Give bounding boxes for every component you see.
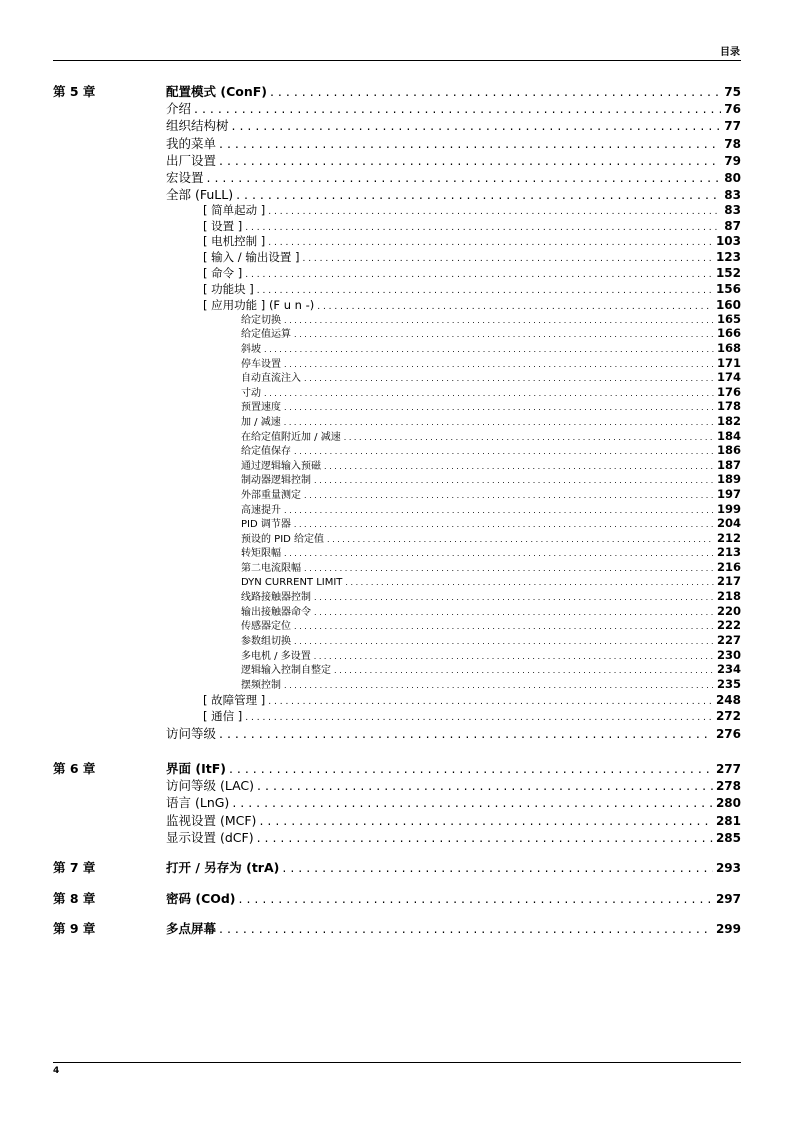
toc-entry[interactable] bbox=[166, 776, 741, 794]
toc-leader-dots bbox=[232, 795, 713, 810]
toc-leader-dots bbox=[239, 891, 713, 906]
toc-entry-page: 152 bbox=[715, 265, 741, 280]
toc-leader-dots bbox=[245, 713, 713, 723]
toc-entry[interactable] bbox=[241, 501, 741, 516]
toc-entry-page: 199 bbox=[716, 501, 741, 516]
toc-entry-title: 访问等级 (LAC) bbox=[166, 778, 255, 794]
toc-entry-title: [ 简单起动 ] bbox=[203, 202, 266, 217]
page-number: 4 bbox=[53, 1066, 60, 1076]
toc-entry-page: 83 bbox=[724, 202, 741, 217]
toc-entry-title: 通过逻辑输入预磁 bbox=[241, 460, 321, 472]
toc-leader-dots bbox=[219, 136, 721, 151]
toc-entry-page: 197 bbox=[716, 486, 741, 501]
toc-entry-page: 165 bbox=[716, 311, 741, 326]
toc-leader-dots bbox=[284, 316, 714, 325]
toc-entry-page: 276 bbox=[715, 727, 741, 742]
toc-entry-title: 预设的 PID 给定值 bbox=[241, 533, 325, 545]
toc-entry-page: 79 bbox=[724, 153, 741, 168]
toc-entry-page: 184 bbox=[716, 428, 741, 443]
toc-entry-title: 密码 (COd) bbox=[166, 891, 236, 906]
toc-entry-title: 显示设置 (dCF) bbox=[166, 829, 254, 845]
toc-leader-dots bbox=[304, 564, 714, 573]
toc-entry[interactable] bbox=[241, 428, 741, 443]
toc-entry[interactable] bbox=[166, 99, 741, 117]
toc-leader-dots bbox=[294, 622, 714, 631]
toc-entry-page: 213 bbox=[716, 545, 741, 560]
toc-leader-dots bbox=[294, 447, 714, 456]
toc-entry[interactable] bbox=[203, 233, 741, 249]
toc-entry[interactable] bbox=[241, 311, 741, 326]
toc-entry-page: 80 bbox=[724, 171, 741, 185]
toc-entry-page: 278 bbox=[715, 779, 741, 794]
toc-entry[interactable] bbox=[166, 116, 741, 134]
toc-entry[interactable] bbox=[166, 858, 741, 876]
toc-entry-title: 宏设置 bbox=[166, 170, 204, 185]
toc-leader-dots bbox=[345, 578, 714, 587]
toc-leader-dots bbox=[304, 374, 714, 383]
toc-entry[interactable] bbox=[241, 574, 741, 588]
toc-entry[interactable] bbox=[241, 530, 741, 545]
toc-entry-title: 输出接触器命令 bbox=[241, 606, 311, 618]
toc-entry-title: [ 命令 ] bbox=[203, 265, 243, 280]
toc-leader-dots bbox=[284, 506, 714, 515]
toc-leader-dots bbox=[264, 389, 714, 398]
toc-leader-dots bbox=[294, 637, 714, 646]
toc-entry-page: 280 bbox=[715, 796, 741, 811]
toc-entry[interactable] bbox=[241, 457, 741, 472]
toc-entry-page: 76 bbox=[724, 102, 741, 117]
toc-entry[interactable] bbox=[241, 515, 741, 530]
toc-entry[interactable] bbox=[241, 603, 741, 618]
toc-entry[interactable] bbox=[166, 724, 741, 742]
toc-entry-page: 182 bbox=[716, 413, 741, 428]
chapter-label: 第 6 章 bbox=[53, 761, 96, 776]
toc-leader-dots bbox=[207, 170, 722, 185]
toc-entry-page: 277 bbox=[715, 762, 741, 776]
toc-entry[interactable] bbox=[241, 661, 741, 676]
toc-entry-title: 摆频控制 bbox=[241, 679, 281, 691]
toc-entry-page: 222 bbox=[716, 618, 741, 633]
toc-entry-title: 打开 / 另存为 (trA) bbox=[166, 860, 280, 875]
toc-entry-page: 204 bbox=[716, 516, 741, 531]
toc-entry[interactable] bbox=[166, 759, 741, 777]
toc-leader-dots bbox=[232, 118, 722, 133]
toc-entry-page: 168 bbox=[716, 340, 741, 355]
chapter-label: 第 7 章 bbox=[53, 860, 96, 875]
toc-entry-title: 自动直流注入 bbox=[241, 373, 301, 385]
toc-entry[interactable] bbox=[203, 218, 741, 234]
toc-entry-title: 转矩限幅 bbox=[241, 548, 281, 560]
toc-entry-title: 给定切换 bbox=[241, 314, 281, 326]
toc-entry[interactable] bbox=[241, 340, 741, 355]
toc-leader-dots bbox=[194, 101, 721, 116]
toc-entry-title: 给定值保存 bbox=[241, 446, 291, 458]
toc-entry-page: 218 bbox=[716, 589, 741, 604]
toc-entry-title: 加 / 减速 bbox=[241, 416, 281, 428]
toc-entry-page: 248 bbox=[715, 692, 741, 707]
toc-entry-title: 多电机 / 多设置 bbox=[241, 650, 311, 662]
toc-leader-dots bbox=[219, 921, 713, 936]
toc-entry-title: 访问等级 bbox=[166, 726, 217, 742]
toc-leader-dots bbox=[282, 860, 713, 875]
toc-entry-page: 78 bbox=[724, 136, 741, 151]
toc-entry[interactable] bbox=[166, 151, 741, 169]
toc-entry-page: 281 bbox=[715, 813, 741, 828]
toc-entry[interactable] bbox=[241, 413, 741, 428]
toc-entry[interactable] bbox=[166, 82, 741, 100]
toc-entry-title: 我的菜单 bbox=[166, 135, 217, 151]
toc-entry-title: 出厂设置 bbox=[166, 152, 217, 168]
toc-entry-page: 166 bbox=[716, 326, 741, 341]
chapter-label: 第 8 章 bbox=[53, 891, 96, 906]
toc-entry[interactable] bbox=[203, 265, 741, 281]
toc-leader-dots bbox=[264, 345, 714, 354]
toc-entry-page: 299 bbox=[715, 922, 741, 936]
toc-leader-dots bbox=[245, 223, 721, 233]
toc-entry-title: [ 设置 ] bbox=[203, 218, 243, 233]
toc-entry-title: [ 通信 ] bbox=[203, 708, 243, 723]
toc-leader-dots bbox=[294, 330, 714, 339]
toc-entry[interactable] bbox=[166, 811, 741, 829]
toc-leader-dots bbox=[268, 697, 713, 707]
toc-entry-title: 线路接触器控制 bbox=[241, 592, 311, 604]
toc-leader-dots bbox=[294, 520, 714, 529]
toc-entry-title: [ 故障管理 ] bbox=[203, 692, 266, 707]
toc-leader-dots bbox=[268, 207, 721, 217]
toc-leader-dots bbox=[245, 270, 713, 280]
toc-entry-page: 103 bbox=[715, 234, 741, 249]
toc-entry-page: 174 bbox=[716, 370, 741, 385]
toc-entry-page: 187 bbox=[716, 457, 741, 472]
toc-entry-title: 斜坡 bbox=[241, 343, 261, 355]
toc-leader-dots bbox=[257, 286, 713, 296]
toc-entry-title: 监视设置 (MCF) bbox=[166, 812, 257, 828]
toc-leader-dots bbox=[344, 433, 714, 442]
toc-entry-title: DYN CURRENT LIMIT bbox=[241, 576, 343, 588]
toc-entry-title: [ 输入 / 输出设置 ] bbox=[203, 250, 300, 265]
toc-entry-title: 界面 (ItF) bbox=[166, 761, 226, 776]
toc-entry-title: 在给定值附近加 / 减速 bbox=[241, 431, 341, 443]
toc-entry-page: 77 bbox=[724, 119, 741, 134]
toc-entry-page: 87 bbox=[724, 218, 741, 233]
toc-leader-dots bbox=[229, 761, 713, 776]
toc-entry-title: [ 功能块 ] bbox=[203, 281, 254, 296]
toc-leader-dots bbox=[304, 491, 714, 500]
toc-leader-dots bbox=[257, 830, 713, 845]
toc-entry[interactable] bbox=[166, 889, 741, 907]
toc-entry[interactable] bbox=[241, 676, 741, 691]
toc-entry[interactable] bbox=[203, 692, 741, 708]
toc-leader-dots bbox=[219, 726, 713, 741]
toc-entry-title: 全部 (FuLL) bbox=[166, 187, 234, 203]
toc-leader-dots bbox=[284, 549, 714, 558]
toc-entry[interactable] bbox=[166, 828, 741, 846]
toc-entry[interactable] bbox=[241, 617, 741, 632]
toc-entry-page: 83 bbox=[724, 188, 741, 203]
toc-entry[interactable] bbox=[241, 588, 741, 603]
toc-entry-title: 预置速度 bbox=[241, 402, 281, 414]
toc-entry[interactable] bbox=[166, 168, 741, 186]
header-section-title: 目录 bbox=[720, 47, 740, 58]
toc-entry-page: 123 bbox=[715, 250, 741, 265]
footer-rule bbox=[53, 1062, 741, 1063]
toc-entry-title: 逻辑输入控制自整定 bbox=[241, 665, 331, 677]
toc-entry-page: 230 bbox=[716, 647, 741, 662]
toc-entry-page: 216 bbox=[716, 559, 741, 574]
toc-entry-page: 272 bbox=[715, 708, 741, 723]
toc-entry[interactable] bbox=[166, 185, 741, 203]
toc-entry-title: 参数组切换 bbox=[241, 635, 291, 647]
toc-entry-title: PID 调节器 bbox=[241, 519, 291, 531]
toc-entry-page: 285 bbox=[715, 830, 741, 845]
toc-entry[interactable] bbox=[241, 544, 741, 559]
toc-leader-dots bbox=[284, 418, 714, 427]
toc-entry[interactable] bbox=[203, 202, 741, 218]
toc-entry-title: 多点屏幕 bbox=[166, 921, 217, 936]
toc-entry[interactable] bbox=[241, 398, 741, 413]
toc-entry[interactable] bbox=[241, 442, 741, 457]
toc-entry-page: 160 bbox=[715, 297, 741, 312]
toc-entry-title: 组织结构树 bbox=[166, 118, 229, 134]
toc-entry-page: 75 bbox=[724, 85, 741, 99]
toc-entry[interactable] bbox=[166, 793, 741, 811]
toc-entry-title: 给定值运算 bbox=[241, 329, 291, 341]
toc-entry-title: 停车设置 bbox=[241, 358, 281, 370]
toc-leader-dots bbox=[324, 462, 714, 471]
toc-leader-dots bbox=[284, 360, 714, 369]
toc-entry-page: 178 bbox=[716, 399, 741, 414]
toc-leader-dots bbox=[302, 254, 712, 264]
chapter-label: 第 5 章 bbox=[53, 84, 96, 99]
header-rule bbox=[53, 60, 741, 61]
toc-entry-title: [ 电机控制 ] bbox=[203, 234, 266, 249]
toc-leader-dots bbox=[314, 652, 714, 661]
toc-leader-dots bbox=[236, 187, 721, 202]
toc-entry-title: 制动器逻辑控制 bbox=[241, 475, 311, 487]
toc-entry-page: 297 bbox=[715, 892, 741, 906]
toc-entry[interactable] bbox=[241, 325, 741, 340]
toc-entry-page: 212 bbox=[716, 530, 741, 545]
toc-entry[interactable] bbox=[166, 919, 741, 937]
toc-entry-title: 第二电流限幅 bbox=[241, 562, 301, 574]
toc-entry-title: 传感器定位 bbox=[241, 621, 291, 633]
toc-entry-page: 234 bbox=[716, 662, 741, 677]
toc-entry[interactable] bbox=[241, 384, 741, 399]
toc-entry[interactable] bbox=[241, 559, 741, 574]
toc-leader-dots bbox=[219, 153, 721, 168]
toc-entry-title: 高速提升 bbox=[241, 504, 281, 516]
toc-leader-dots bbox=[314, 608, 714, 617]
toc-leader-dots bbox=[268, 238, 713, 248]
toc-leader-dots bbox=[314, 476, 714, 485]
toc-entry[interactable] bbox=[241, 369, 741, 384]
toc-entry-title: 外部重量测定 bbox=[241, 489, 301, 501]
toc-entry-page: 186 bbox=[716, 443, 741, 458]
toc-entry[interactable] bbox=[241, 471, 741, 486]
toc-leader-dots bbox=[270, 84, 721, 99]
toc-entry-title: 寸动 bbox=[241, 387, 261, 399]
toc-entry[interactable] bbox=[241, 486, 741, 501]
toc-entry[interactable] bbox=[203, 281, 741, 297]
toc-entry-page: 227 bbox=[716, 632, 741, 647]
toc-entry-page: 235 bbox=[716, 676, 741, 691]
toc-entry-page: 220 bbox=[716, 603, 741, 618]
toc-entry-title: 语言 (LnG) bbox=[166, 795, 230, 811]
toc-entry-page: 293 bbox=[715, 861, 741, 875]
toc-entry[interactable] bbox=[203, 708, 741, 724]
toc-leader-dots bbox=[314, 593, 714, 602]
chapter-label: 第 9 章 bbox=[53, 921, 96, 936]
toc-leader-dots bbox=[334, 666, 714, 675]
toc-leader-dots bbox=[257, 778, 713, 793]
toc-leader-dots bbox=[284, 681, 714, 690]
toc-entry-page: 217 bbox=[716, 573, 741, 588]
toc-entry[interactable] bbox=[241, 632, 741, 647]
toc-entry-title: [ 应用功能 ] (F u n -) bbox=[203, 297, 315, 312]
toc-entry-title: 介绍 bbox=[166, 101, 192, 117]
toc-leader-dots bbox=[284, 403, 714, 412]
toc-entry-title: 配置模式 (ConF) bbox=[166, 84, 267, 99]
toc-entry[interactable] bbox=[166, 134, 741, 152]
toc-entry-page: 156 bbox=[715, 281, 741, 296]
toc-entry-page: 176 bbox=[716, 384, 741, 399]
toc-entry[interactable] bbox=[203, 249, 741, 265]
toc-leader-dots bbox=[327, 535, 714, 544]
toc-entry[interactable] bbox=[241, 647, 741, 662]
toc-entry-page: 189 bbox=[716, 472, 741, 487]
toc-entry-page: 171 bbox=[716, 355, 741, 370]
toc-leader-dots bbox=[259, 813, 713, 828]
toc-entry[interactable] bbox=[241, 355, 741, 370]
